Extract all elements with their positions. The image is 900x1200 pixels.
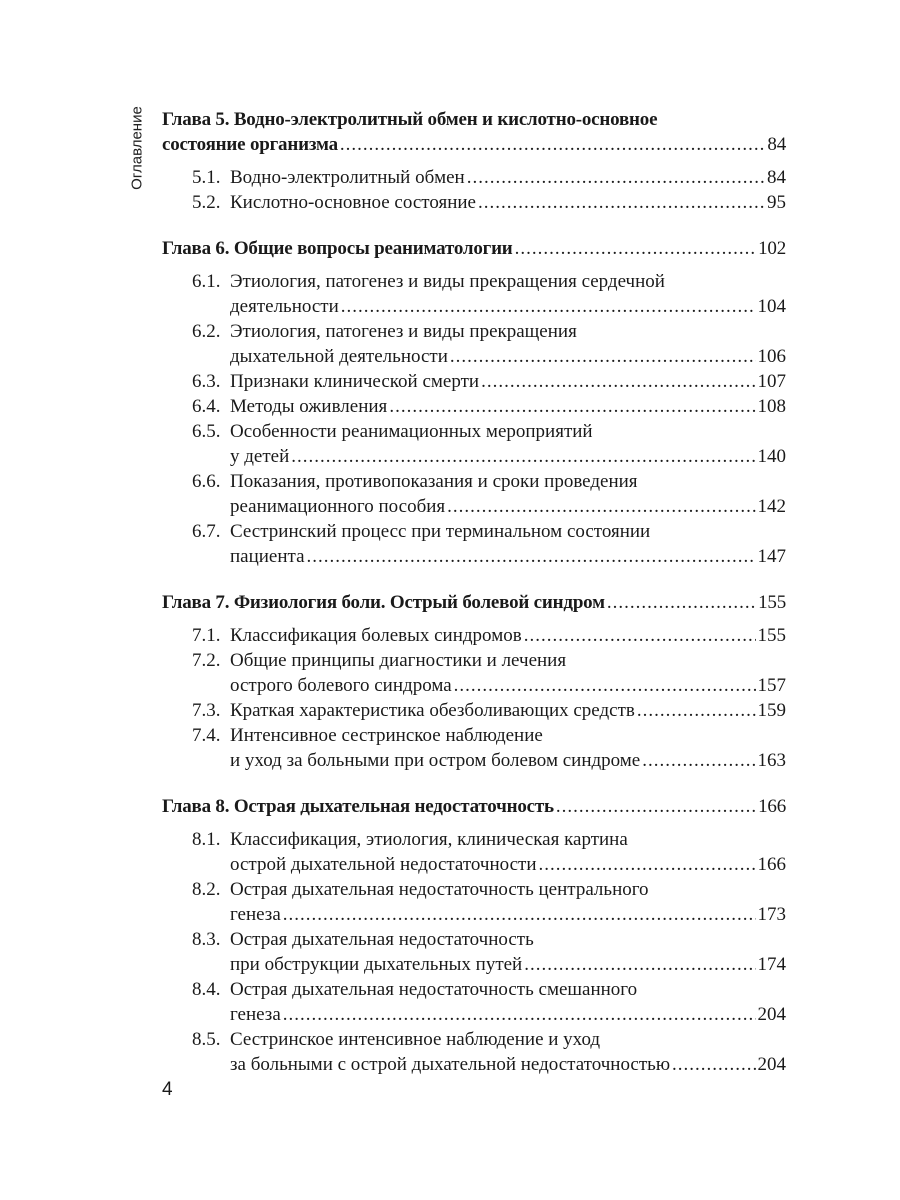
section-title-line2: генеза bbox=[230, 1004, 281, 1025]
section-title: Методы оживления bbox=[230, 396, 388, 417]
page-ref: 142 bbox=[757, 496, 786, 517]
leader-dots bbox=[607, 590, 756, 615]
page-ref: 155 bbox=[757, 625, 786, 646]
section-title-line1: Показания, противопоказания и сроки проведения bbox=[230, 471, 638, 492]
leader-dots bbox=[524, 952, 755, 977]
section-number: 7.2. bbox=[192, 650, 221, 671]
section-number: 7.1. bbox=[192, 625, 221, 646]
toc-chapter-7[interactable] bbox=[162, 590, 786, 615]
leader-dots bbox=[637, 698, 756, 723]
page-ref: 166 bbox=[758, 796, 786, 817]
leader-dots bbox=[672, 1052, 755, 1077]
leader-dots bbox=[515, 236, 757, 261]
section-number: 7.4. bbox=[192, 725, 221, 746]
page-ref: 155 bbox=[758, 592, 786, 613]
section-number: 8.5. bbox=[192, 1029, 221, 1050]
section-title-line1: Этиология, патогенез и виды прекращения bbox=[230, 321, 577, 342]
section-title: Признаки клинической смерти bbox=[230, 371, 480, 392]
section-title-line1: Острая дыхательная недостаточность смешанного bbox=[230, 979, 638, 1000]
table-of-contents bbox=[162, 107, 786, 1077]
section-title-line1: Сестринское интенсивное наблюдение и уход bbox=[230, 1029, 601, 1050]
section-number: 7.3. bbox=[192, 700, 221, 721]
page-ref: 108 bbox=[757, 396, 786, 417]
leader-dots bbox=[291, 444, 755, 469]
chapter-title-line2: состояние организма bbox=[162, 134, 338, 155]
page-ref: 104 bbox=[757, 296, 786, 317]
toc-section-7-2[interactable] bbox=[162, 648, 786, 698]
section-number: 5.2. bbox=[192, 192, 221, 213]
leader-dots bbox=[481, 369, 755, 394]
section-number: 6.1. bbox=[192, 271, 221, 292]
page-ref: 174 bbox=[757, 954, 786, 975]
toc-section-6-7[interactable] bbox=[162, 519, 786, 569]
page-ref: 204 bbox=[757, 1004, 786, 1025]
leader-dots bbox=[642, 748, 755, 773]
leader-dots bbox=[539, 852, 756, 877]
leader-dots bbox=[341, 294, 756, 319]
toc-section-8-3[interactable] bbox=[162, 927, 786, 977]
leader-dots bbox=[454, 673, 756, 698]
toc-section-7-4[interactable] bbox=[162, 723, 786, 773]
section-title-line2: генеза bbox=[230, 904, 281, 925]
section-number: 8.1. bbox=[192, 829, 221, 850]
page-ref: 159 bbox=[757, 700, 786, 721]
toc-section-6-3[interactable] bbox=[162, 369, 786, 394]
toc-section-6-2[interactable] bbox=[162, 319, 786, 369]
page-ref: 173 bbox=[757, 904, 786, 925]
section-number: 6.6. bbox=[192, 471, 221, 492]
leader-dots bbox=[340, 132, 765, 157]
section-title: Водно-электролитный обмен bbox=[230, 167, 465, 188]
page-ref: 166 bbox=[757, 854, 786, 875]
section-number: 8.4. bbox=[192, 979, 221, 1000]
section-title-line2: за больными с острой дыхательной недостаточностью bbox=[230, 1054, 671, 1075]
section-title-line2: острого болевого синдрома bbox=[230, 675, 452, 696]
section-title: Краткая характеристика обезболивающих средств bbox=[230, 700, 635, 721]
section-number: 6.4. bbox=[192, 396, 221, 417]
toc-section-8-1[interactable] bbox=[162, 827, 786, 877]
page-ref: 147 bbox=[757, 546, 786, 567]
page-ref: 84 bbox=[767, 167, 786, 188]
section-number: 6.2. bbox=[192, 321, 221, 342]
section-title-line1: Острая дыхательная недостаточность bbox=[230, 929, 534, 950]
toc-section-6-4[interactable] bbox=[162, 394, 786, 419]
page-ref: 84 bbox=[767, 134, 786, 155]
leader-dots bbox=[307, 544, 756, 569]
leader-dots bbox=[524, 623, 756, 648]
section-title: Классификация болевых синдромов bbox=[230, 625, 522, 646]
section-title-line2: при обструкции дыхательных путей bbox=[230, 954, 523, 975]
toc-section-7-1[interactable] bbox=[162, 623, 786, 648]
running-head: Оглавление bbox=[128, 106, 146, 190]
chapter-title-line1: Глава 5. Водно-электролитный обмен и кислотно-основное bbox=[162, 109, 658, 130]
toc-chapter-5[interactable] bbox=[162, 107, 786, 157]
toc-section-5-1[interactable] bbox=[162, 165, 786, 190]
toc-section-5-2[interactable] bbox=[162, 190, 786, 215]
toc-chapter-8[interactable] bbox=[162, 794, 786, 819]
section-title-line2: острой дыхательной недостаточности bbox=[230, 854, 537, 875]
section-number: 6.5. bbox=[192, 421, 221, 442]
page-ref: 106 bbox=[757, 346, 786, 367]
section-title-line2: пациента bbox=[230, 546, 305, 567]
section-title-line1: Интенсивное сестринское наблюдение bbox=[230, 725, 543, 746]
page-ref: 163 bbox=[757, 750, 786, 771]
leader-dots bbox=[283, 902, 756, 927]
page-ref: 140 bbox=[757, 446, 786, 467]
toc-section-6-6[interactable] bbox=[162, 469, 786, 519]
toc-section-6-5[interactable] bbox=[162, 419, 786, 469]
toc-section-7-3[interactable] bbox=[162, 698, 786, 723]
section-title-line1: Общие принципы диагностики и лечения bbox=[230, 650, 567, 671]
section-title-line2: и уход за больными при остром болевом синдроме bbox=[230, 750, 641, 771]
toc-section-6-1[interactable] bbox=[162, 269, 786, 319]
leader-dots bbox=[389, 394, 755, 419]
section-title-line1: Особенности реанимационных мероприятий bbox=[230, 421, 593, 442]
section-number: 5.1. bbox=[192, 167, 221, 188]
section-title-line2: деятельности bbox=[230, 296, 339, 317]
chapter-title: Глава 7. Физиология боли. Острый болевой синдром bbox=[162, 592, 605, 613]
section-title-line1: Сестринский процесс при терминальном состоянии bbox=[230, 521, 651, 542]
section-title: Кислотно-основное состояние bbox=[230, 192, 476, 213]
leader-dots bbox=[283, 1002, 756, 1027]
leader-dots bbox=[467, 165, 765, 190]
toc-section-8-4[interactable] bbox=[162, 977, 786, 1027]
leader-dots bbox=[450, 344, 756, 369]
section-title-line1: Острая дыхательная недостаточность центрального bbox=[230, 879, 649, 900]
leader-dots bbox=[447, 494, 755, 519]
section-title-line1: Классификация, этиология, клиническая картина bbox=[230, 829, 628, 850]
page-ref: 157 bbox=[757, 675, 786, 696]
section-title-line2: реанимационного пособия bbox=[230, 496, 446, 517]
section-number: 6.3. bbox=[192, 371, 221, 392]
toc-section-8-2[interactable] bbox=[162, 877, 786, 927]
page-ref: 107 bbox=[757, 371, 786, 392]
chapter-title: Глава 6. Общие вопросы реаниматологии bbox=[162, 238, 513, 259]
page-ref: 95 bbox=[767, 192, 786, 213]
toc-section-8-5[interactable] bbox=[162, 1027, 786, 1077]
chapter-title: Глава 8. Острая дыхательная недостаточность bbox=[162, 796, 554, 817]
leader-dots bbox=[478, 190, 765, 215]
page-ref: 102 bbox=[758, 238, 786, 259]
leader-dots bbox=[556, 794, 756, 819]
page-ref: 204 bbox=[757, 1054, 786, 1075]
page-number: 4 bbox=[162, 1079, 173, 1100]
section-number: 8.3. bbox=[192, 929, 221, 950]
section-number: 8.2. bbox=[192, 879, 221, 900]
toc-chapter-6[interactable] bbox=[162, 236, 786, 261]
section-title-line2: у детей bbox=[230, 446, 290, 467]
section-title-line1: Этиология, патогенез и виды прекращения сердечной bbox=[230, 271, 665, 292]
section-title-line2: дыхательной деятельности bbox=[230, 346, 448, 367]
section-number: 6.7. bbox=[192, 521, 221, 542]
